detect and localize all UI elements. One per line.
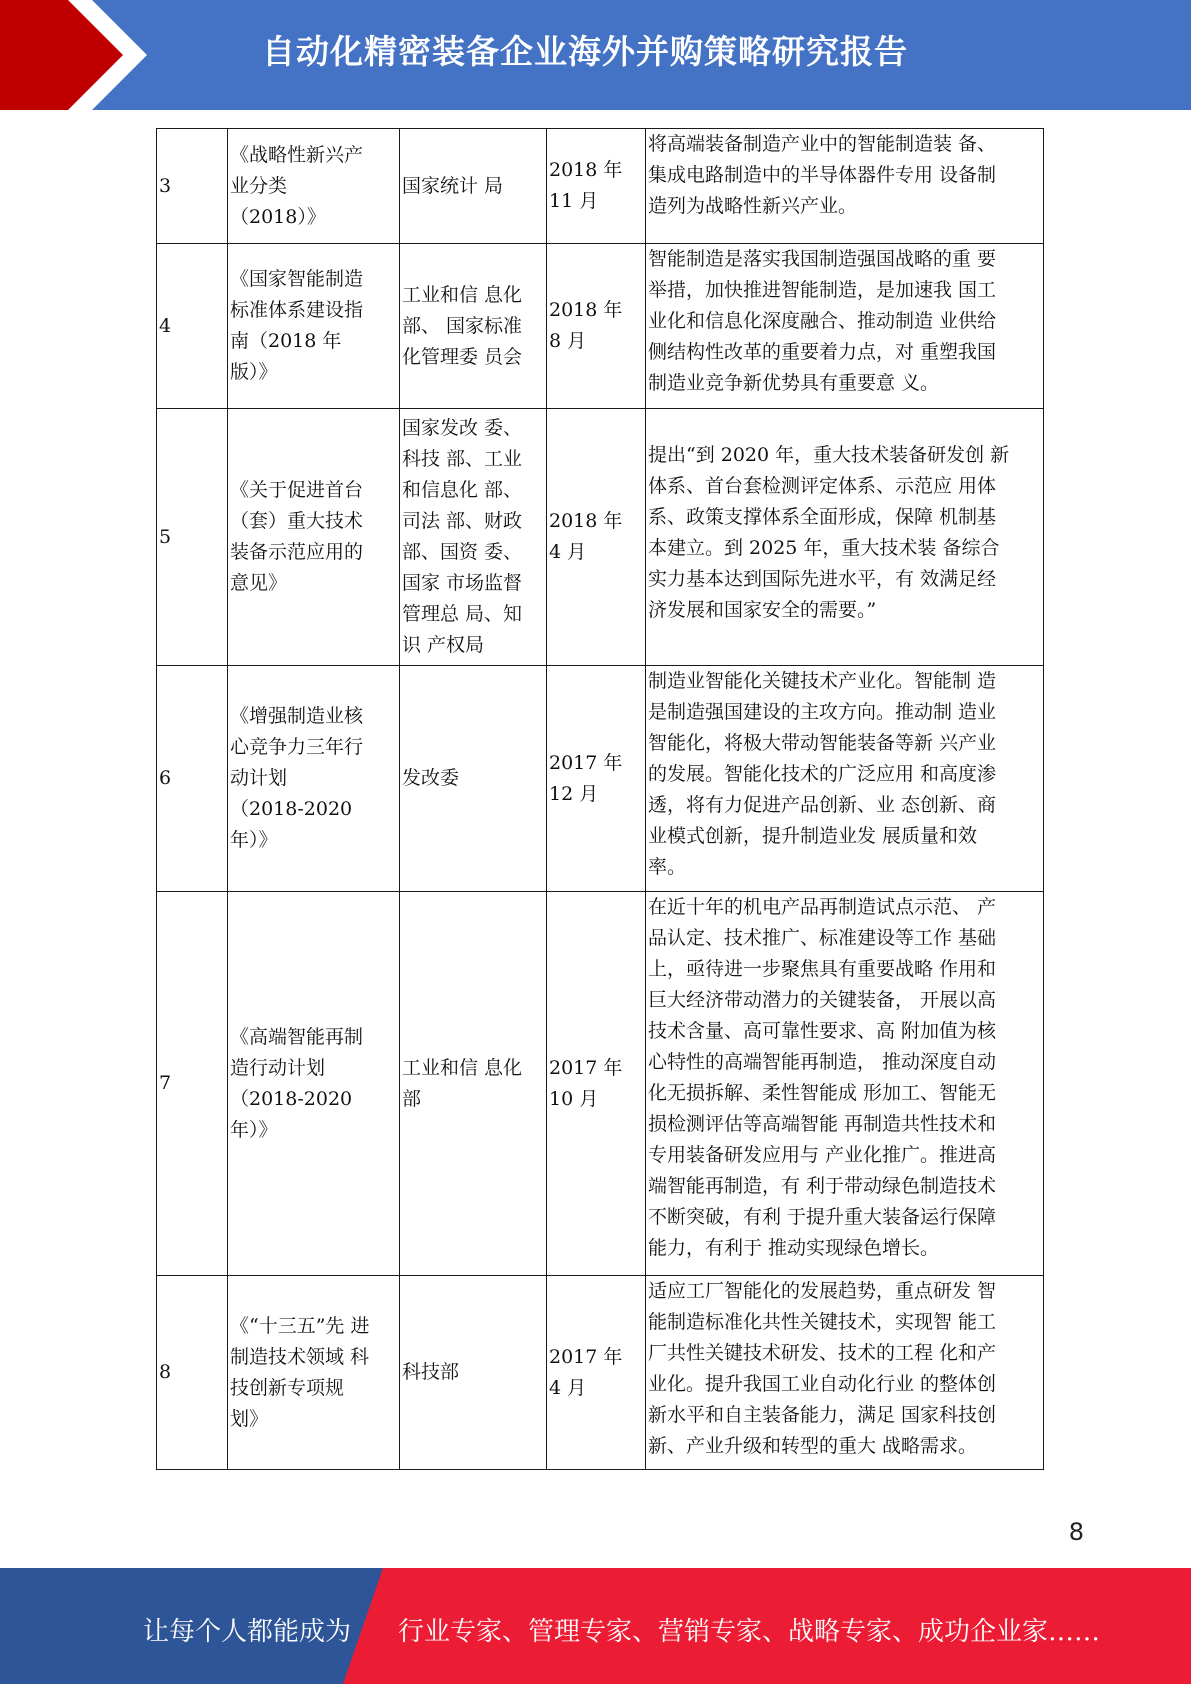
issuing-body-line: 司法 部、财政 [402, 510, 523, 532]
policy-name-line: 业分类 [230, 174, 288, 197]
issuing-body-line: 国家统计 局 [402, 174, 504, 197]
policy-name-cell [228, 244, 400, 409]
header-chevron-decoration [0, 0, 160, 110]
policy-description-line: 新水平和自主装备能力，满足 国家科技创 [648, 1404, 997, 1426]
policy-description-cell [646, 892, 1044, 1276]
policy-description-line: 集成电路制造中的半导体器件专用 设备制 [648, 164, 997, 186]
page-number: 8 [1068, 1518, 1084, 1546]
issuing-body-cell [400, 409, 547, 666]
issue-date-line: 10 月 [549, 1087, 599, 1110]
policy-description-cell [646, 409, 1044, 666]
issue-date-line: 2017 年 [549, 751, 623, 774]
policy-name-line: 年）》 [230, 1118, 278, 1141]
policy-description-cell [646, 129, 1044, 244]
policy-description-line: 在近十年的机电产品再制造试点示范、 产 [648, 896, 997, 918]
footer-slogan-right: 行业专家、管理专家、营销专家、战略专家、成功企业家…… [398, 1617, 1101, 1647]
policy-description-cell [646, 1276, 1044, 1470]
row-number-cell: 3 [157, 129, 228, 244]
issuing-body-line: 化管理委 员会 [402, 345, 523, 368]
issuing-body-cell [400, 129, 547, 244]
policy-description-line: 制造业竞争新优势具有重要意 义。 [648, 372, 940, 394]
issue-date-cell [547, 409, 646, 666]
policy-name-line: 南（2018 年 [230, 330, 342, 352]
table-row [157, 892, 1044, 1276]
policy-description-line: 业化。提升我国工业自动化行业 的整体创 [648, 1373, 997, 1395]
issuing-body-line: 工业和信 息化 [402, 283, 523, 306]
issuing-body-cell [400, 666, 547, 892]
policy-name-line: 划》 [230, 1407, 269, 1430]
policy-description-line: 侧结构性改革的重要着力点，对 重塑我国 [648, 341, 997, 363]
table-row [157, 409, 1044, 666]
policy-description-line: 化无损拆解、柔性智能成 形加工、智能无 [648, 1082, 997, 1104]
policy-description-line: 体系、首台套检测评定体系、示范应 用体 [648, 475, 997, 497]
policy-table-body [157, 129, 1044, 1470]
table-row [157, 666, 1044, 892]
issuing-body-line: 部 [402, 1087, 422, 1110]
policy-description-line: 智能制造是落实我国制造强国战略的重 要 [648, 248, 997, 270]
policy-name-line: 造行动计划 [230, 1056, 326, 1079]
issue-date-line: 2017 年 [549, 1345, 623, 1368]
table-row [157, 244, 1044, 409]
report-title: 自动化精密装备企业海外并购策略研究报告 [262, 32, 908, 71]
issue-date-cell [547, 129, 646, 244]
policy-name-line: 意见》 [230, 572, 288, 594]
policy-description-line: 智能化，将极大带动智能装备等新 兴产业 [648, 732, 997, 754]
policy-description-line: 举措，加快推进智能制造，是加速我 国工 [648, 279, 997, 301]
policy-description-line: 不断突破，有利 于提升重大装备运行保障 [648, 1206, 997, 1228]
policy-description-line: 是制造强国建设的主攻方向。推动制 造业 [648, 701, 997, 723]
issue-date-line: 12 月 [549, 782, 599, 805]
issue-date-cell [547, 244, 646, 409]
policy-description-line: 厂共性关键技术研发、技术的工程 化和产 [648, 1342, 997, 1364]
policy-description-line [648, 409, 1041, 440]
policy-description-line: 端智能再制造，有 利于带动绿色制造技术 [648, 1175, 997, 1197]
policy-description-line: 提出“到 2020 年，重大技术装备研发创 新 [648, 444, 1010, 466]
policy-description-line: 率。 [648, 856, 687, 878]
issue-date-line: 4 月 [549, 1376, 587, 1399]
issue-date-line: 8 月 [549, 330, 587, 352]
issuing-body-line: 国家发改 委、 [402, 417, 523, 439]
policy-name-cell [228, 409, 400, 666]
policy-name-cell [228, 892, 400, 1276]
policy-description-line: 将高端装备制造产业中的智能制造装 备、 [648, 133, 997, 155]
policy-description-line: 品认定、技术推广、标准建设等工作 基础 [648, 927, 997, 949]
table-row [157, 1276, 1044, 1470]
issuing-body-line: 识 产权局 [402, 634, 485, 656]
policy-name-line: （2018-2020 [230, 798, 353, 820]
issue-date-line: 2018 年 [549, 299, 623, 321]
policy-name-line: 《关于促进首台 [230, 479, 364, 501]
policy-description-line: 系、政策支撑体系全面形成，保障 机制基 [648, 506, 997, 528]
policy-description-cell [646, 666, 1044, 892]
issue-date-line: 2017 年 [549, 1056, 623, 1079]
policy-name-line: 装备示范应用的 [230, 541, 364, 563]
issuing-body-line: 科技部 [402, 1361, 460, 1383]
row-number-cell: 7 [157, 892, 228, 1276]
policy-name-cell [228, 129, 400, 244]
policy-name-line: 《增强制造业核 [230, 705, 364, 727]
policy-name-cell [228, 666, 400, 892]
row-number-cell: 8 [157, 1276, 228, 1470]
policy-description-line: 透，将有力促进产品创新、业 态创新、商 [648, 794, 997, 816]
policy-description-line: 损检测评估等高端智能 再制造共性技术和 [648, 1113, 997, 1135]
issue-date-cell [547, 892, 646, 1276]
policy-description-line: 的发展。智能化技术的广泛应用 和高度渗 [648, 763, 997, 785]
issuing-body-line: 科技 部、工业 [402, 448, 523, 470]
issuing-body-line: 国家 市场监督 [402, 572, 523, 594]
policy-description-line: 本建立。到 2025 年，重大技术装 备综合 [648, 537, 1000, 559]
policy-name-line: 版）》 [230, 361, 278, 383]
policy-description-line: 适应工厂智能化的发展趋势，重点研发 智 [648, 1280, 997, 1302]
policy-name-line: 年）》 [230, 829, 278, 851]
issuing-body-cell [400, 1276, 547, 1470]
issue-date-line: 4 月 [549, 541, 587, 563]
policy-name-line: 《“十三五”先 进 [230, 1314, 370, 1337]
policy-description-line: 新、产业升级和转型的重大 战略需求。 [648, 1435, 978, 1457]
issuing-body-line: 发改委 [402, 767, 460, 789]
issuing-body-cell [400, 892, 547, 1276]
row-number-cell: 6 [157, 666, 228, 892]
policy-description-line: 济发展和国家安全的需要。” [648, 599, 877, 621]
policy-name-line: 技创新专项规 [230, 1376, 345, 1399]
policy-name-line: （套）重大技术 [230, 510, 364, 532]
policy-description-line: 能制造标准化共性关键技术，实现智 能工 [648, 1311, 997, 1333]
policy-description-line: 实力基本达到国际先进水平，有 效满足经 [648, 568, 997, 590]
policy-name-line: 《高端智能再制 [230, 1025, 364, 1048]
issuing-body-line: 工业和信 息化 [402, 1056, 523, 1079]
row-number-cell: 5 [157, 409, 228, 666]
issue-date-line: 11 月 [549, 190, 599, 212]
policy-description-line: 业模式创新，提升制造业发 展质量和效 [648, 825, 978, 847]
policy-table [156, 128, 1044, 1470]
table-row [157, 129, 1044, 244]
policy-description-line: 制造业智能化关键技术产业化。智能制 造 [648, 670, 997, 692]
page-footer [0, 1568, 1191, 1684]
policy-name-cell [228, 1276, 400, 1470]
policy-description-line: 心特性的高端智能再制造， 推动深度自动 [648, 1051, 997, 1073]
policy-description-cell [646, 244, 1044, 409]
issue-date-line: 2018 年 [549, 510, 623, 532]
issue-date-cell [547, 666, 646, 892]
footer-slogan-left: 让每个人都能成为 [143, 1617, 352, 1647]
issue-date-cell [547, 1276, 646, 1470]
policy-description-line: 专用装备研发应用与 产业化推广。推进高 [648, 1144, 997, 1166]
policy-name-line: 标准体系建设指 [230, 299, 364, 321]
issuing-body-cell [400, 244, 547, 409]
page-header [0, 0, 1191, 110]
policy-description-line: 业化和信息化深度融合、推动制造 业供给 [648, 310, 997, 332]
policy-name-line: 制造技术领域 科 [230, 1345, 370, 1368]
policy-name-line: （2018）》 [230, 205, 326, 228]
policy-description-line: 造列为战略性新兴产业。 [648, 195, 858, 217]
policy-name-line: 《战略性新兴产 [230, 143, 364, 166]
row-number-cell: 4 [157, 244, 228, 409]
policy-name-line: 心竞争力三年行 [230, 736, 364, 758]
policy-description-line: 上，亟待进一步聚焦具有重要战略 作用和 [648, 958, 997, 980]
issuing-body-line: 和信息化 部、 [402, 479, 523, 501]
issue-date-line: 2018 年 [549, 159, 623, 181]
policy-description-line: 技术含量、高可靠性要求、高 附加值为核 [648, 1020, 997, 1042]
issuing-body-line: 管理总 局、知 [402, 603, 523, 625]
policy-description-line: 能力，有利于 推动实现绿色增长。 [648, 1237, 940, 1259]
policy-name-line: 动计划 [230, 767, 288, 789]
policy-description-line: 巨大经济带动潜力的关键装备， 开展以高 [648, 989, 997, 1011]
issuing-body-line: 部、 国家标准 [402, 314, 523, 337]
issuing-body-line: 部、国资 委、 [402, 541, 523, 563]
policy-name-line: （2018-2020 [230, 1087, 353, 1110]
policy-name-line: 《国家智能制造 [230, 268, 364, 290]
